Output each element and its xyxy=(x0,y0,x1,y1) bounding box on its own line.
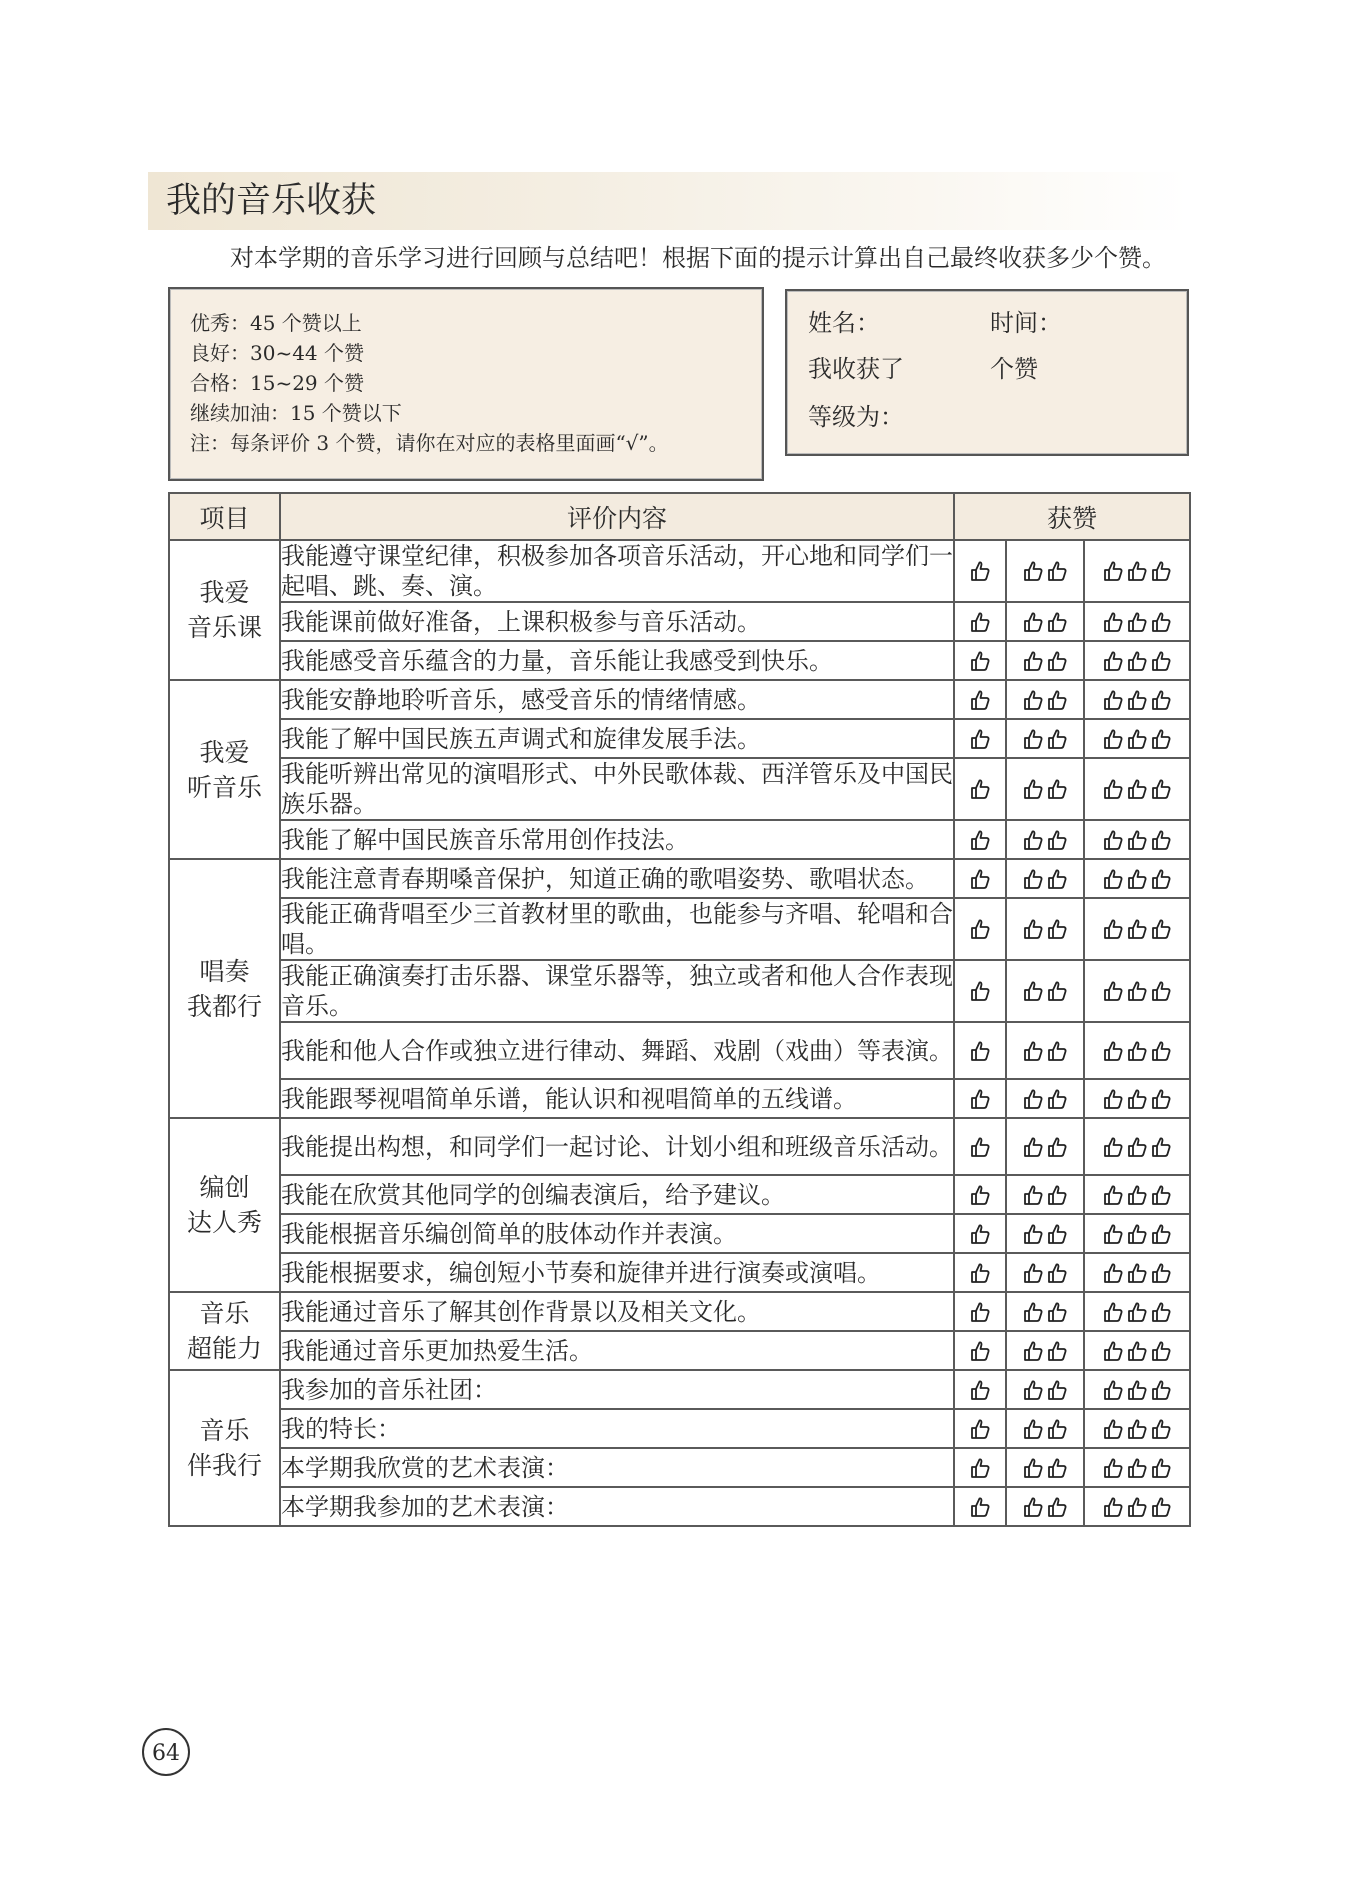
thumbs-up-icon xyxy=(1022,1417,1068,1441)
thumbs-up-icon xyxy=(969,1417,991,1441)
likes-2-cell[interactable] xyxy=(1006,602,1084,641)
thumbs-up-icon xyxy=(1102,1495,1172,1519)
likes-1-cell[interactable] xyxy=(954,758,1006,820)
thumbs-up-icon xyxy=(1022,688,1068,712)
likes-1-cell[interactable] xyxy=(954,1370,1006,1409)
header-likes: 获赞 xyxy=(954,493,1190,540)
thumbs-up-icon xyxy=(1022,1222,1068,1246)
evaluation-content: 我能根据要求，编创短小节奏和旋律并进行演奏或演唱。 xyxy=(280,1253,954,1292)
likes-2-cell[interactable] xyxy=(1006,960,1084,1022)
table-row xyxy=(169,1331,1190,1370)
table-row xyxy=(169,1487,1190,1526)
criteria-excellent: 优秀：45 个赞以上 xyxy=(190,311,362,335)
likes-3-cell[interactable] xyxy=(1084,1253,1190,1292)
likes-1-cell[interactable] xyxy=(954,898,1006,960)
likes-1-cell[interactable] xyxy=(954,1487,1006,1526)
evaluation-content: 我能正确背唱至少三首教材里的歌曲，也能参与齐唱、轮唱和合唱。 xyxy=(281,900,953,958)
evaluation-content: 我能通过音乐更加热爱生活。 xyxy=(280,1331,954,1370)
evaluation-content: 我能和他人合作或独立进行律动、舞蹈、戏剧（戏曲）等表演。 xyxy=(280,1022,954,1079)
header-content: 评价内容 xyxy=(280,493,954,540)
likes-3-cell[interactable] xyxy=(1084,758,1190,820)
thumbs-up-icon xyxy=(1102,610,1172,634)
table-row xyxy=(169,540,1190,602)
table-row xyxy=(169,1292,1190,1331)
thumbs-up-icon xyxy=(1022,1339,1068,1363)
category-name-line: 唱奏 xyxy=(199,956,250,986)
thumbs-up-icon xyxy=(1022,1495,1068,1519)
likes-2-cell[interactable] xyxy=(1006,1175,1084,1214)
thumbs-up-icon xyxy=(1022,828,1068,852)
likes-3-cell[interactable] xyxy=(1084,1448,1190,1487)
likes-3-cell[interactable] xyxy=(1084,1175,1190,1214)
thumbs-up-icon xyxy=(1102,688,1172,712)
likes-2-cell[interactable] xyxy=(1006,1448,1084,1487)
category-name-line: 编创 xyxy=(199,1173,250,1202)
likes-1-cell[interactable] xyxy=(954,1292,1006,1331)
likes-2-cell[interactable] xyxy=(1006,1409,1084,1448)
thumbs-up-icon xyxy=(1102,1087,1172,1111)
likes-3-cell[interactable] xyxy=(1084,1370,1190,1409)
likes-2-cell[interactable] xyxy=(1006,1487,1084,1526)
likes-2-cell[interactable] xyxy=(1006,641,1084,680)
thumbs-up-icon xyxy=(1102,1135,1172,1159)
evaluation-content: 我能在欣赏其他同学的创编表演后，给予建议。 xyxy=(280,1175,954,1214)
evaluation-content: 我参加的音乐社团： xyxy=(280,1370,954,1409)
likes-3-cell[interactable] xyxy=(1084,680,1190,719)
thumbs-up-icon xyxy=(1022,917,1068,941)
thumbs-up-icon xyxy=(969,1039,991,1063)
evaluation-content: 我能了解中国民族五声调式和旋律发展手法。 xyxy=(280,719,954,758)
category-cell xyxy=(169,859,280,1118)
category-cell xyxy=(169,1118,280,1292)
time-label: 时间： xyxy=(990,309,1062,337)
likes-3-cell[interactable] xyxy=(1084,719,1190,758)
likes-1-cell[interactable] xyxy=(954,859,1006,898)
thumbs-up-icon xyxy=(1022,649,1068,673)
likes-1-cell[interactable] xyxy=(954,1409,1006,1448)
thumbs-up-icon xyxy=(1102,867,1172,891)
category-name-line: 达人秀 xyxy=(186,1208,262,1237)
thumbs-up-icon xyxy=(1102,727,1172,751)
likes-2-cell[interactable] xyxy=(1006,1292,1084,1331)
evaluation-content: 我能听辨出常见的演唱形式、中外民歌体裁、西洋管乐及中国民族乐器。 xyxy=(281,760,953,818)
table-row xyxy=(169,960,1190,1022)
likes-3-cell[interactable] xyxy=(1084,641,1190,680)
likes-3-cell[interactable] xyxy=(1084,960,1190,1022)
thumbs-up-icon xyxy=(1102,1417,1172,1441)
likes-3-cell[interactable] xyxy=(1084,1079,1190,1118)
thumbs-up-icon xyxy=(1102,1300,1172,1324)
thumbs-up-icon xyxy=(1102,1222,1172,1246)
evaluation-content: 我能跟琴视唱简单乐谱，能认识和视唱简单的五线谱。 xyxy=(280,1079,954,1118)
evaluation-table xyxy=(168,492,1191,1527)
likes-2-cell[interactable] xyxy=(1006,1331,1084,1370)
thumbs-up-icon xyxy=(969,1300,991,1324)
thumbs-up-icon xyxy=(1102,917,1172,941)
thumbs-up-icon xyxy=(1102,1039,1172,1063)
thumbs-up-icon xyxy=(1022,1135,1068,1159)
likes-3-cell[interactable] xyxy=(1084,859,1190,898)
likes-3-cell[interactable] xyxy=(1084,1409,1190,1448)
category-name-line: 听音乐 xyxy=(186,772,262,802)
thumbs-up-icon xyxy=(969,867,991,891)
evaluation-content: 我能通过音乐了解其创作背景以及相关文化。 xyxy=(280,1292,954,1331)
thumbs-up-icon xyxy=(969,727,991,751)
table-row xyxy=(169,641,1190,680)
criteria-keep-going: 继续加油：15 个赞以下 xyxy=(190,401,402,425)
likes-1-cell[interactable] xyxy=(954,1214,1006,1253)
likes-2-cell[interactable] xyxy=(1006,540,1084,602)
evaluation-content: 我能正确演奏打击乐器、课堂乐器等，独立或者和他人合作表现音乐。 xyxy=(281,962,953,1020)
likes-2-cell[interactable] xyxy=(1006,1022,1084,1079)
likes-3-cell[interactable] xyxy=(1084,898,1190,960)
thumbs-up-icon xyxy=(1022,610,1068,634)
likes-3-cell[interactable] xyxy=(1084,1487,1190,1526)
likes-1-cell[interactable] xyxy=(954,1331,1006,1370)
thumbs-up-icon xyxy=(1022,559,1068,583)
category-name-line: 音乐课 xyxy=(186,613,262,642)
thumbs-up-icon xyxy=(969,828,991,852)
grade-label: 等级为： xyxy=(808,403,904,431)
likes-1-cell[interactable] xyxy=(954,960,1006,1022)
criteria-note: 注：每条评价 3 个赞，请你在对应的表格里面画“√”。 xyxy=(190,431,669,455)
thumbs-up-icon xyxy=(1102,1378,1172,1402)
table-row xyxy=(169,602,1190,641)
table-row xyxy=(169,1253,1190,1292)
table-row xyxy=(169,680,1190,719)
likes-2-cell[interactable] xyxy=(1006,1079,1084,1118)
thumbs-up-icon xyxy=(969,979,991,1003)
thumbs-up-icon xyxy=(1102,979,1172,1003)
criteria-pass: 合格：15~29 个赞 xyxy=(190,371,365,395)
thumbs-up-icon xyxy=(969,1222,991,1246)
table-row xyxy=(169,1409,1190,1448)
criteria-good: 良好：30~44 个赞 xyxy=(190,341,365,365)
thumbs-up-icon xyxy=(1022,867,1068,891)
likes-2-cell[interactable] xyxy=(1006,719,1084,758)
thumbs-up-icon xyxy=(1022,1300,1068,1324)
likes-1-cell[interactable] xyxy=(954,641,1006,680)
thumbs-up-icon xyxy=(1102,1456,1172,1480)
table-row xyxy=(169,1370,1190,1409)
likes-1-cell[interactable] xyxy=(954,680,1006,719)
likes-1-cell[interactable] xyxy=(954,1253,1006,1292)
page-number: 64 xyxy=(142,1728,190,1776)
evaluation-content: 我能根据音乐编创简单的肢体动作并表演。 xyxy=(280,1214,954,1253)
table-row xyxy=(169,1118,1190,1175)
table-row xyxy=(169,859,1190,898)
thumbs-up-icon xyxy=(969,610,991,634)
likes-3-cell[interactable] xyxy=(1084,1292,1190,1331)
likes-1-cell[interactable] xyxy=(954,602,1006,641)
category-name-line: 超能力 xyxy=(186,1334,262,1363)
likes-3-cell[interactable] xyxy=(1084,820,1190,859)
thumbs-up-icon xyxy=(1102,777,1172,801)
table-row xyxy=(169,1214,1190,1253)
thumbs-up-icon xyxy=(1022,1039,1068,1063)
category-cell xyxy=(169,680,280,859)
likes-1-cell[interactable] xyxy=(954,1118,1006,1175)
likes-3-cell[interactable] xyxy=(1084,602,1190,641)
thumbs-up-icon xyxy=(969,688,991,712)
section-title: 我的音乐收获 xyxy=(166,181,377,221)
thumbs-up-icon xyxy=(969,1135,991,1159)
category-cell xyxy=(169,1292,280,1370)
thumbs-up-icon xyxy=(1022,727,1068,751)
evaluation-content: 我的特长： xyxy=(280,1409,954,1448)
name-label: 姓名： xyxy=(808,309,880,337)
likes-1-cell[interactable] xyxy=(954,719,1006,758)
thumbs-up-icon xyxy=(1022,979,1068,1003)
likes-2-cell[interactable] xyxy=(1006,898,1084,960)
likes-3-cell[interactable] xyxy=(1084,1118,1190,1175)
likes-3-cell[interactable] xyxy=(1084,540,1190,602)
thumbs-up-icon xyxy=(1102,1339,1172,1363)
thumbs-up-icon xyxy=(969,1183,991,1207)
evaluation-content: 我能课前做好准备，上课积极参与音乐活动。 xyxy=(280,602,954,641)
thumbs-up-icon xyxy=(1102,649,1172,673)
thumbs-up-icon xyxy=(969,1339,991,1363)
table-row xyxy=(169,1079,1190,1118)
thumbs-up-icon xyxy=(1102,828,1172,852)
category-name-line: 我爱 xyxy=(199,737,250,767)
thumbs-up-icon xyxy=(969,777,991,801)
evaluation-content: 我能遵守课堂纪律，积极参加各项音乐活动，开心地和同学们一起唱、跳、奏、演。 xyxy=(281,542,953,600)
likes-2-cell[interactable] xyxy=(1006,859,1084,898)
evaluation-content: 我能注意青春期嗓音保护，知道正确的歌唱姿势、歌唱状态。 xyxy=(280,859,954,898)
table-header-row xyxy=(169,493,1190,540)
thumbs-up-icon xyxy=(1022,1087,1068,1111)
evaluation-content: 我能了解中国民族音乐常用创作技法。 xyxy=(280,820,954,859)
table-row xyxy=(169,1022,1190,1079)
evaluation-content: 我能提出构想，和同学们一起讨论、计划小组和班级音乐活动。 xyxy=(280,1118,954,1175)
table-row xyxy=(169,719,1190,758)
category-cell xyxy=(169,1370,280,1526)
thumbs-up-icon xyxy=(969,917,991,941)
thumbs-up-icon xyxy=(1102,559,1172,583)
thumbs-up-icon xyxy=(1022,1456,1068,1480)
table-row xyxy=(169,758,1190,820)
table-row xyxy=(169,1175,1190,1214)
category-name-line: 伴我行 xyxy=(186,1451,262,1480)
likes-2-cell[interactable] xyxy=(1006,1214,1084,1253)
likes-3-cell[interactable] xyxy=(1084,1331,1190,1370)
table-row xyxy=(169,820,1190,859)
thumbs-up-icon xyxy=(969,1087,991,1111)
likes-1-cell[interactable] xyxy=(954,1079,1006,1118)
category-name-line: 音乐 xyxy=(199,1416,250,1445)
earned-unit: 个赞 xyxy=(990,355,1038,383)
thumbs-up-icon xyxy=(1022,1261,1068,1285)
evaluation-content: 本学期我参加的艺术表演： xyxy=(280,1487,954,1526)
likes-3-cell[interactable] xyxy=(1084,1214,1190,1253)
likes-1-cell[interactable] xyxy=(954,540,1006,602)
thumbs-up-icon xyxy=(1102,1261,1172,1285)
likes-1-cell[interactable] xyxy=(954,1448,1006,1487)
thumbs-up-icon xyxy=(969,649,991,673)
likes-2-cell[interactable] xyxy=(1006,1253,1084,1292)
thumbs-up-icon xyxy=(1022,777,1068,801)
likes-2-cell[interactable] xyxy=(1006,1370,1084,1409)
category-name-line: 我爱 xyxy=(199,578,250,607)
likes-1-cell[interactable] xyxy=(954,1175,1006,1214)
likes-2-cell[interactable] xyxy=(1006,820,1084,859)
evaluation-content: 我能感受音乐蕴含的力量，音乐能让我感受到快乐。 xyxy=(280,641,954,680)
likes-1-cell[interactable] xyxy=(954,1022,1006,1079)
thumbs-up-icon xyxy=(1102,1183,1172,1207)
evaluation-content: 本学期我欣赏的艺术表演： xyxy=(280,1448,954,1487)
category-name-line: 音乐 xyxy=(199,1299,250,1328)
thumbs-up-icon xyxy=(1022,1183,1068,1207)
thumbs-up-icon xyxy=(969,559,991,583)
evaluation-content: 我能安静地聆听音乐，感受音乐的情绪情感。 xyxy=(280,680,954,719)
category-cell xyxy=(169,540,280,680)
likes-3-cell[interactable] xyxy=(1084,1022,1190,1079)
table-row xyxy=(169,1448,1190,1487)
thumbs-up-icon xyxy=(1022,1378,1068,1402)
intro-text: 对本学期的音乐学习进行回顾与总结吧！根据下面的提示计算出自己最终收获多少个赞。 xyxy=(230,244,1166,272)
likes-1-cell[interactable] xyxy=(954,820,1006,859)
table-row xyxy=(169,898,1190,960)
likes-2-cell[interactable] xyxy=(1006,1118,1084,1175)
likes-2-cell[interactable] xyxy=(1006,758,1084,820)
thumbs-up-icon xyxy=(969,1261,991,1285)
header-item: 项目 xyxy=(169,493,280,540)
thumbs-up-icon xyxy=(969,1378,991,1402)
thumbs-up-icon xyxy=(969,1456,991,1480)
category-name-line: 我都行 xyxy=(186,991,262,1021)
likes-2-cell[interactable] xyxy=(1006,680,1084,719)
thumbs-up-icon xyxy=(969,1495,991,1519)
earned-label: 我收获了 xyxy=(808,355,904,383)
